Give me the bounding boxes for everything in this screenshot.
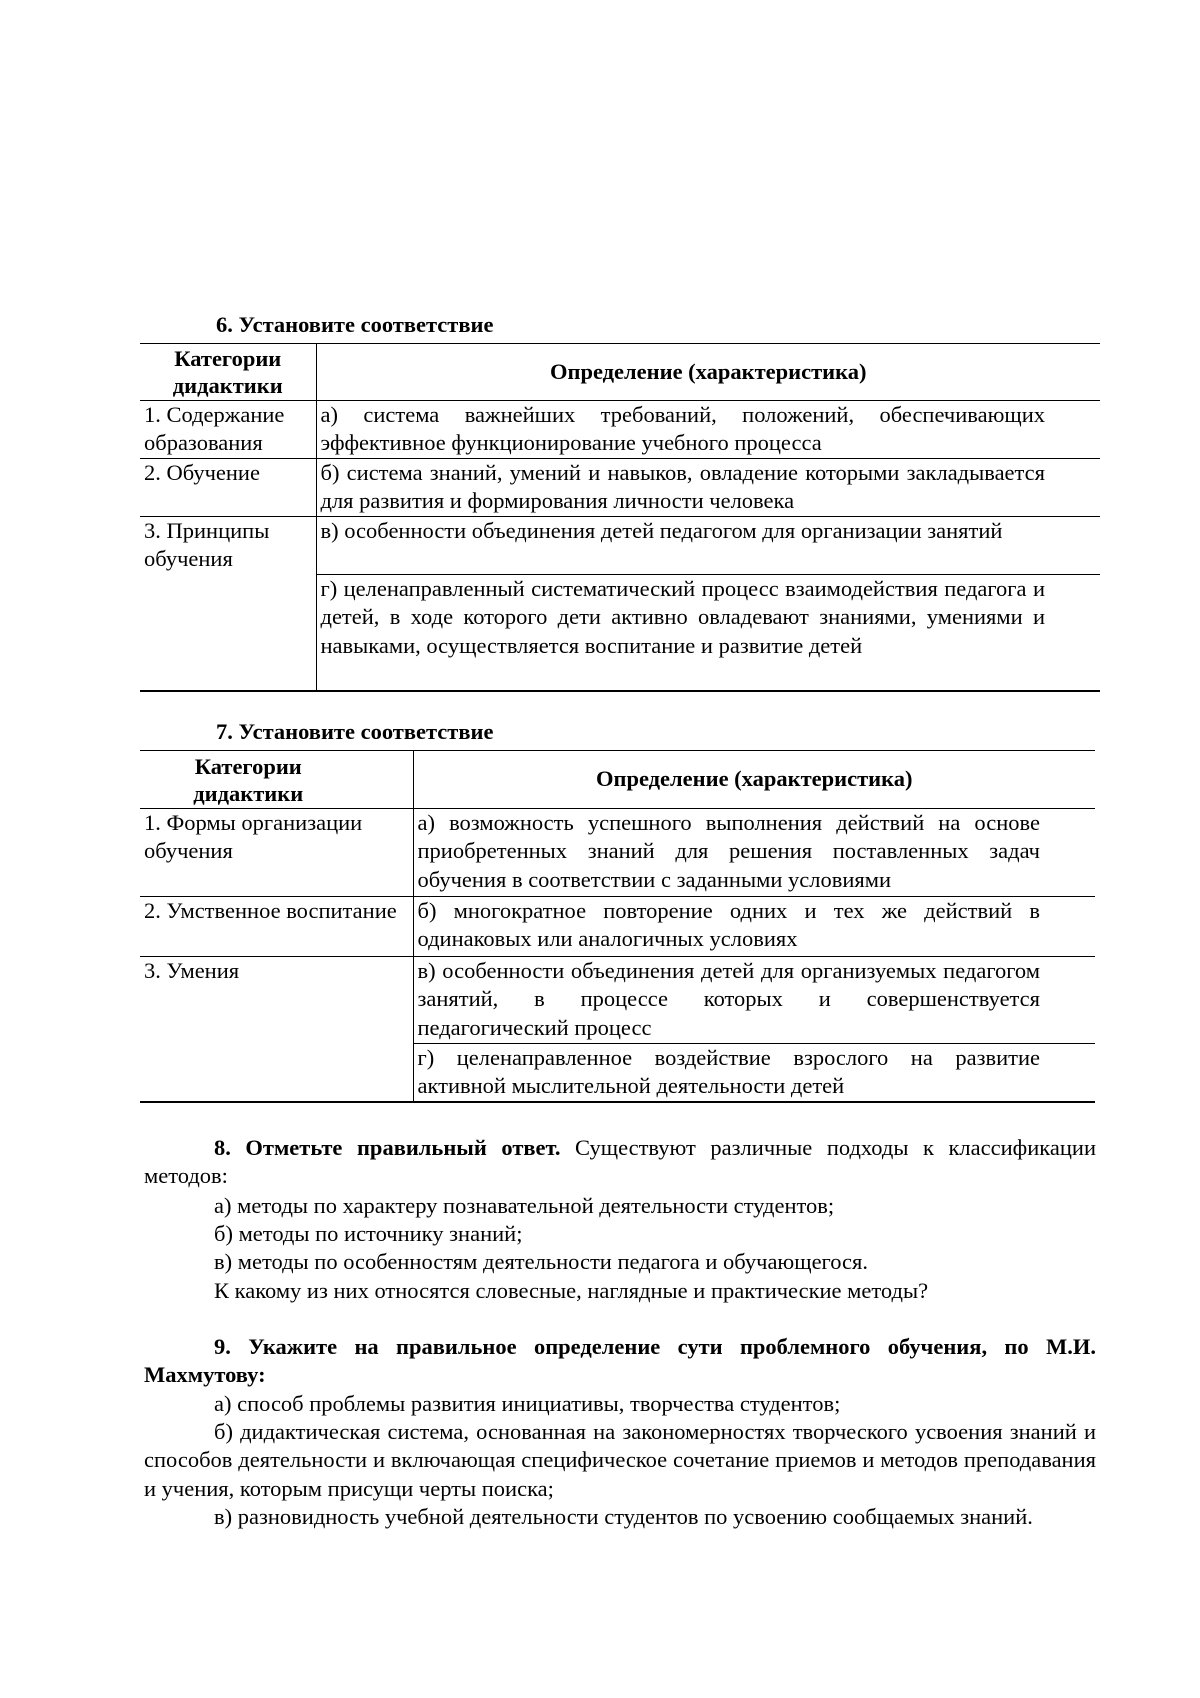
q6-table — [140, 343, 1100, 692]
q9-option-a: а) способ проблемы развития инициативы, творчества студентов; — [214, 1391, 841, 1416]
q9-lead: 9. Укажите на правильное определение сути проблемного обучения, по М.И. Махмутову: — [144, 1334, 1096, 1388]
q6-header-definition: Определение (характеристика) — [316, 344, 1100, 401]
q7-row1-category: 1. Формы организации обучения — [140, 809, 413, 897]
q9-option-c: в) разновидность учебной деятельности студентов по усвоению сообщаемых знаний. — [214, 1504, 1033, 1529]
q8-option-a: а) методы по характеру познавательной деятельности студентов; — [214, 1193, 835, 1218]
q7-row4-definition: г) целенаправленное воздействие взрослого на развитие активной мыслительной деятельности детей — [413, 1044, 1095, 1102]
q6-row4-definition: г) целенаправленный систематический процесс взаимодействия педагога и детей, в ходе которого дети активно овладевают знаниями, умениями и навыками, осуществляется воспитание и развитие детей — [316, 575, 1100, 691]
q6-title: 6. Установите соответствие — [216, 312, 494, 337]
q7-row2-category: 2. Умственное воспитание — [140, 897, 413, 957]
q8-lead-text: Существуют различные подходы к классификации методов: — [144, 1135, 1096, 1189]
q7-row3-definition: в) особенности объединения детей для организуемых педагогом занятий, в процессе которых и совершенствуется педагогический процесс — [413, 957, 1095, 1044]
q9-option-b: б) дидактическая система, основанная на закономерностях творческого усвоения знаний и способов деятельности и включающая специфическое сочетание приемов и методов преподавания и учения, которым присущи черты поиска; — [144, 1419, 1096, 1501]
q7-row1-definition: а) возможность успешного выполнения действий на основе приобретенных знаний для решения поставленных задач обучения в соответствии с заданными условиями — [413, 809, 1095, 897]
q8-option-c: в) методы по особенностям деятельности педагога и обучающегося. — [214, 1249, 868, 1274]
q8-intro — [144, 1134, 1096, 1191]
q8-option-b: б) методы по источнику знаний; — [214, 1221, 523, 1246]
q7-table — [140, 750, 1095, 1103]
q6-row1-category: 1. Содержание образования — [140, 401, 316, 459]
q6-row1-definition: а) система важнейших требований, положений, обеспечивающих эффективное функционирование учебного процесса — [316, 401, 1100, 459]
q6-row2-category: 2. Обучение — [140, 459, 316, 517]
q7-row3-category: 3. Умения — [140, 957, 413, 1102]
q7-header-definition: Определение (характеристика) — [413, 751, 1095, 809]
q7-header-categories: Категории дидактики — [140, 751, 413, 809]
q7-row2-definition: б) многократное повторение одних и тех же действий в одинаковых или аналогичных условиях — [413, 897, 1095, 957]
q6-row3-definition: в) особенности объединения детей педагогом для организации занятий — [316, 517, 1100, 575]
q6-header-categories: Категории дидактики — [140, 344, 316, 401]
q8-question: К какому из них относятся словесные, наглядные и практические методы? — [214, 1278, 929, 1303]
q6-row3-category: 3. Принципы обучения — [140, 517, 316, 691]
q8-lead: 8. Отметьте правильный ответ. — [214, 1135, 561, 1160]
q6-row2-definition: б) система знаний, умений и навыков, овладение которыми закладывается для развития и формирования личности человека — [316, 459, 1100, 517]
q7-title: 7. Установите соответствие — [216, 719, 494, 744]
